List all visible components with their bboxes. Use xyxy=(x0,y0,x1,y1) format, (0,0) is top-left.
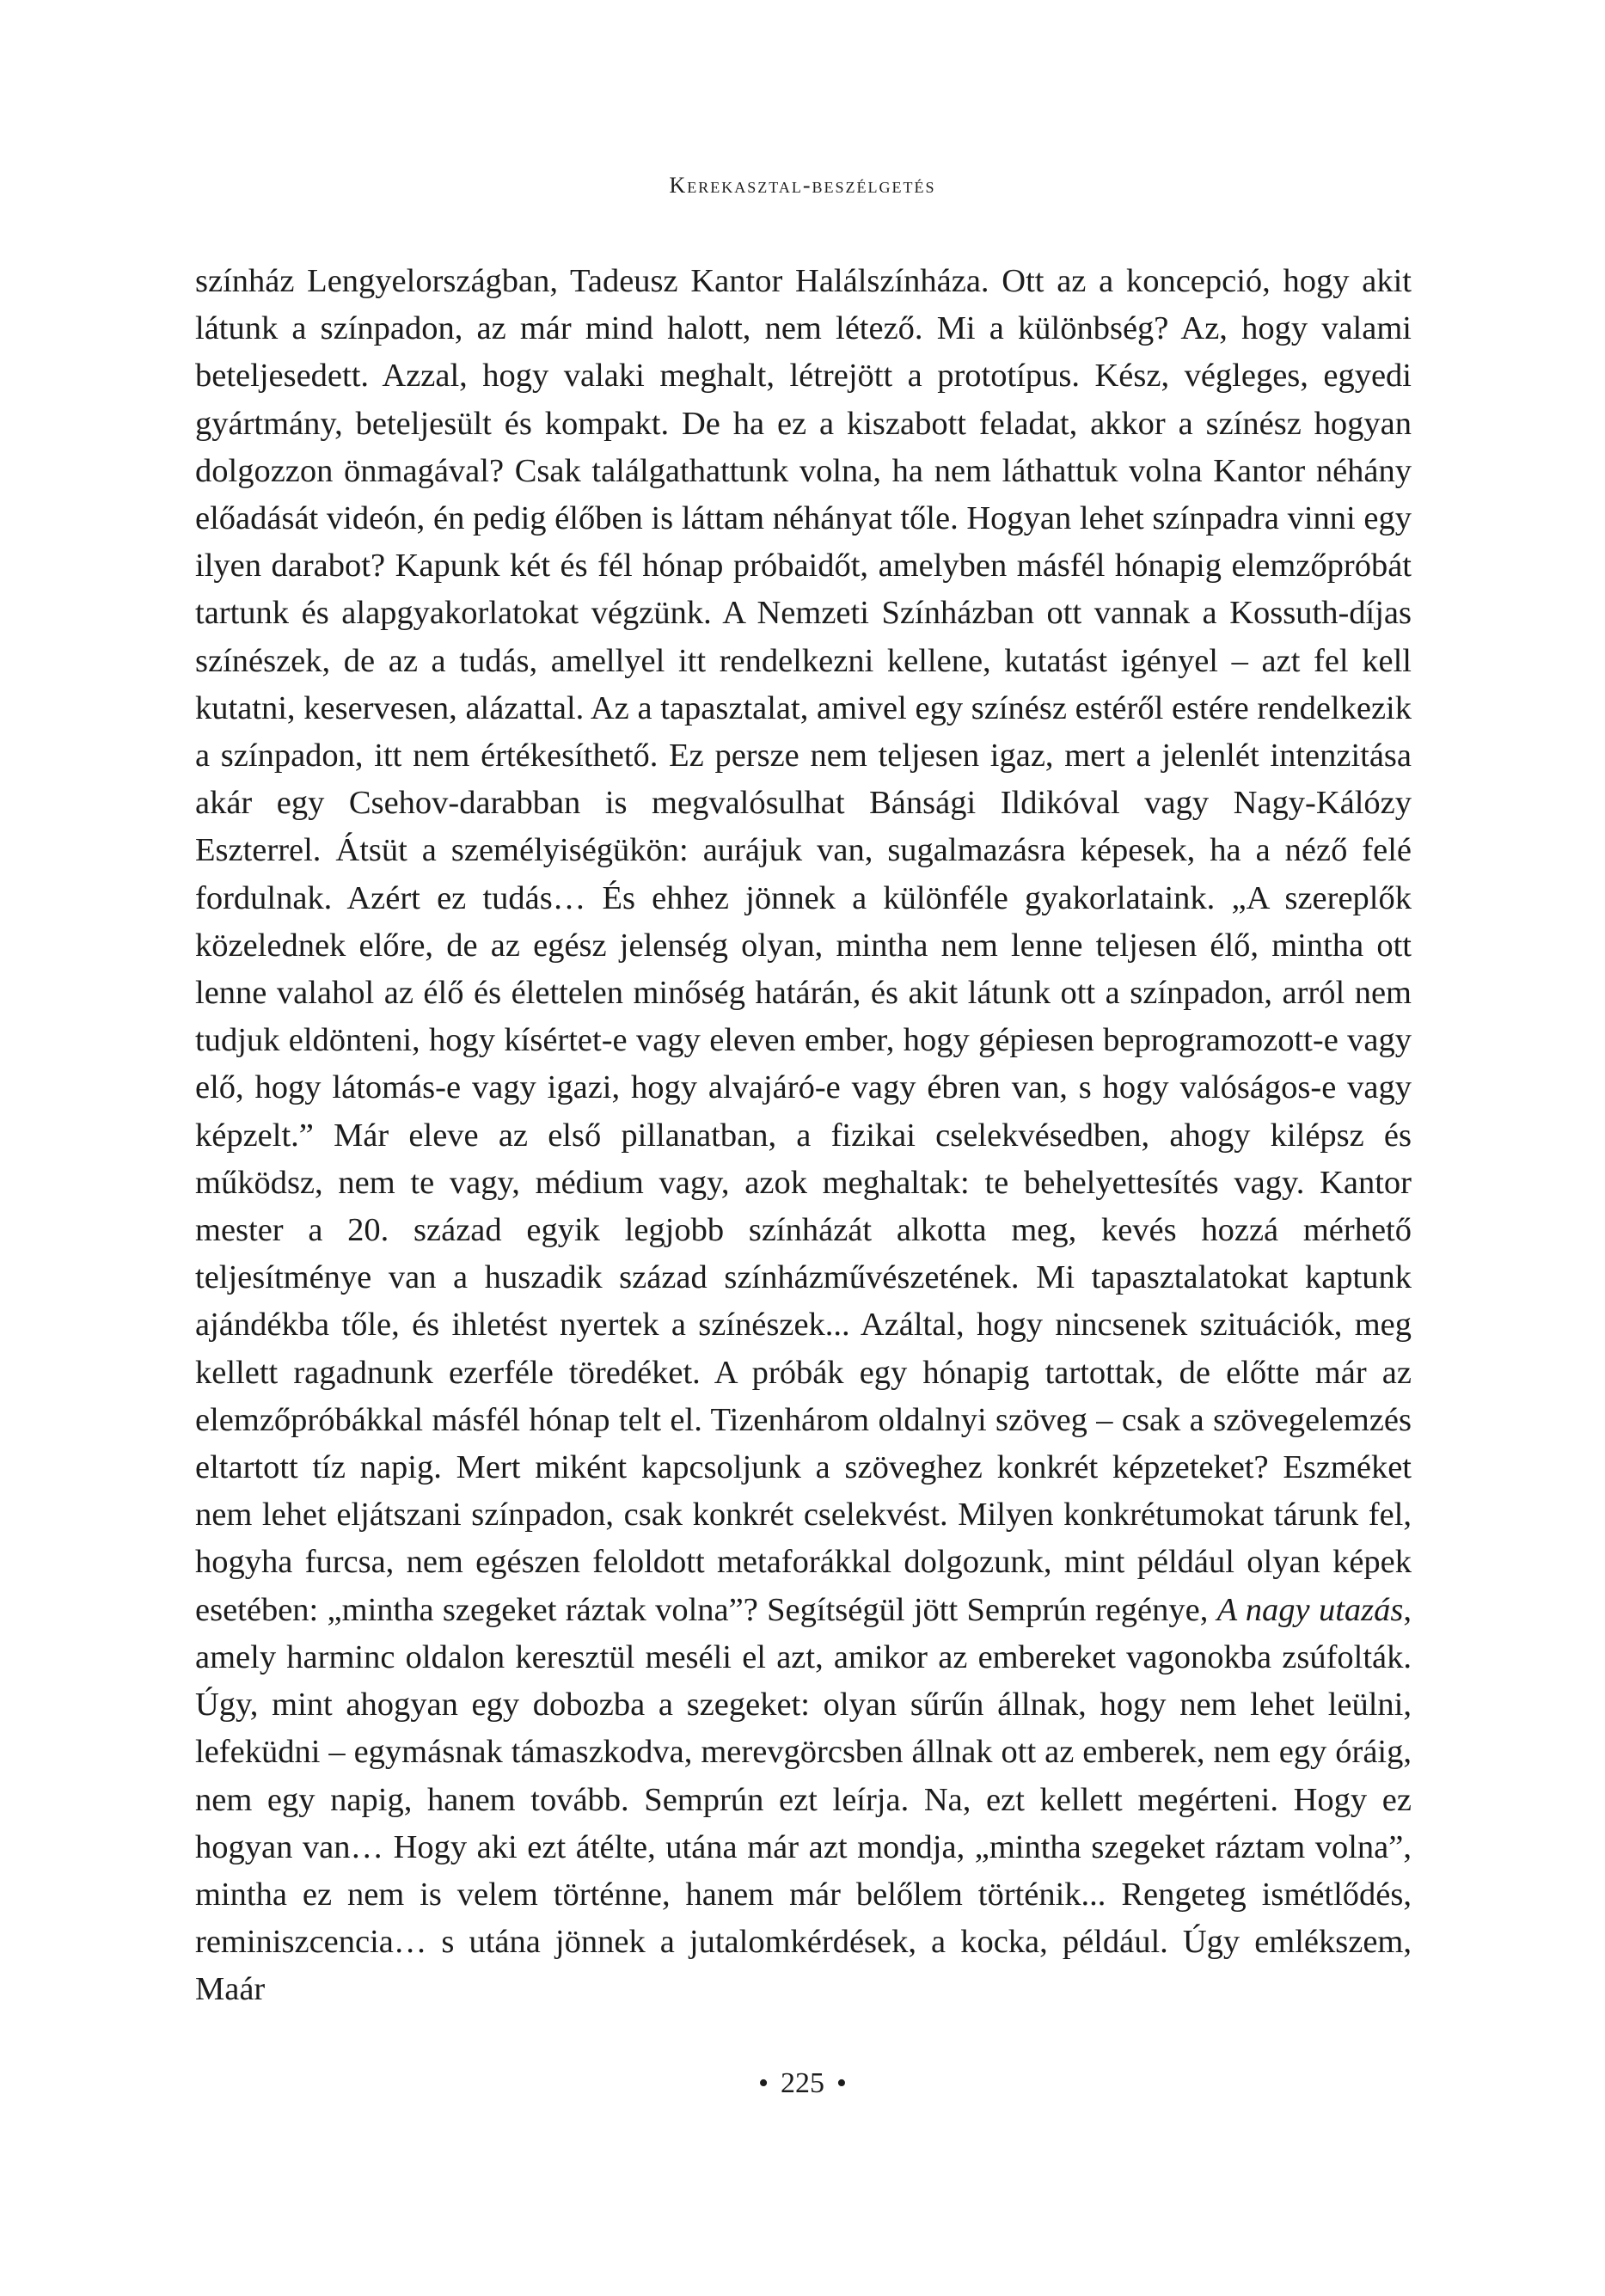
bullet-left: • xyxy=(758,2067,769,2099)
page-footer xyxy=(0,2063,1605,2104)
running-head: Kerekasztal-beszélgetés xyxy=(669,173,936,198)
page-number: 225 xyxy=(781,2067,824,2099)
bullet-right: • xyxy=(836,2067,847,2099)
paragraph-text-part-1: színház Lengyelországban, Tadeusz Kantor Halálszínháza. Ott az a koncepció, hogy akit látunk a színpadon, az már mind halott, nem létező. Mi a különbség? Az, hogy valami beteljesedett. Azzal, hogy valaki meghalt, létrejött a prototípus. Kész, végleges, egyedi gyártmány, beteljesült és kompakt. De ha ez a kiszabott feladat, akkor a színész hogyan dolgozzon önmagával? Csak találgathattunk volna, ha nem láthattuk volna Kantor néhány előadását videón, én pedig élőben is láttam néhányat tőle. Hogyan lehet színpadra vinni egy ilyen darabot? Kapunk két és fél hónap próbaidőt, amelyben másfél hónapig elemzőpróbát tartunk és alapgyakorlatokat végzünk. A Nemzeti Színházban ott vannak a Kossuth-díjas színészek, de az a tudás, amellyel itt rendelkezni kellene, kutatást igényel – azt fel kell kutatni, keservesen, alázattal. Az a tapasztalat, amivel egy színész estéről estére rendelkezik a színpadon, itt nem értékesíthető. Ez persze nem teljesen igaz, mert a jelenlét intenzitása akár egy Csehov-darabban is megvalósulhat Bánsági Ildikóval vagy Nagy-Kálózy Eszterrel. Átsüt a személyiségükön: aurájuk van, sugalmazásra képesek, ha a néző felé fordulnak. Azért ez tudás… És ehhez jönnek a különféle gyakorlataink. „A szereplők közelednek előre, de az egész jelenség olyan, mintha nem lenne teljesen élő, mintha ott lenne valahol az élő és élettelen minőség határán, és akit látunk ott a színpadon, arról nem tudjuk eldönteni, hogy kísértet-e vagy eleven ember, hogy gépiesen beprogramozott-e vagy elő, hogy látomás-e vagy igazi, hogy alvajáró-e vagy ébren van, s hogy valóságos-e vagy képzelt.” Már eleve az első pillanatban, a fizikai cselekvésedben, ahogy kilépsz és működsz, nem te vagy, médium vagy, azok meghaltak: te behelyettesítés vagy. Kantor mester a 20. század egyik legjobb színházát alkotta meg, kevés hozzá mérhető teljesítménye van a huszadik század színházművészetének. Mi tapasztalatokat kaptunk ajándékba tőle, és ihletést nyertek a színészek... Azáltal, hogy nincsenek szituációk, meg kellett ragadnunk ezerféle töredéket. A próbák egy hónapig tartottak, de előtte már az elemzőpróbákkal másfél hónap telt el. Tizenhárom oldalnyi szöveg – csak a szövegelemzés eltartott tíz napig. Mert miként kapcsoljunk a szöveghez konkrét képzeteket? Eszméket nem lehet eljátszani színpadon, csak konkrét cselekvést. Milyen konkrétumokat tárunk fel, hogyha furcsa, nem egészen feloldott metaforákkal dolgozunk, mint például olyan képek esetében: „mintha szegeket ráztak volna”? Segítségül jött Semprún regénye, xyxy=(195,263,1412,1628)
body-paragraph xyxy=(195,258,1412,2014)
body-text xyxy=(195,258,1412,2014)
paragraph-text-part-2: , amely harminc oldalon keresztül meséli el azt, amikor az embereket vagonokba zsúfolták. Úgy, mint ahogyan egy dobozba a szegeket: olyan sűrűn állnak, hogy nem lehet leülni, lefeküdni – egymásnak támaszkodva, merevgörcsben állnak ott az emberek, nem egy óráig, nem egy napig, hanem tovább. Semprún ezt leírja. Na, ezt kellett megérteni. Hogy ez hogyan van… Hogy aki ezt átélte, utána már azt mondja, „mintha szegeket ráztam volna”, mintha ez nem is velem történne, hanem már belőlem történik... Rengeteg ismétlődés, reminiszcencia… s utána jönnek a jutalomkérdések, a kocka, például. Úgy emlékszem, Maár xyxy=(195,1591,1412,2008)
book-title: A nagy utazás xyxy=(1216,1591,1404,1628)
